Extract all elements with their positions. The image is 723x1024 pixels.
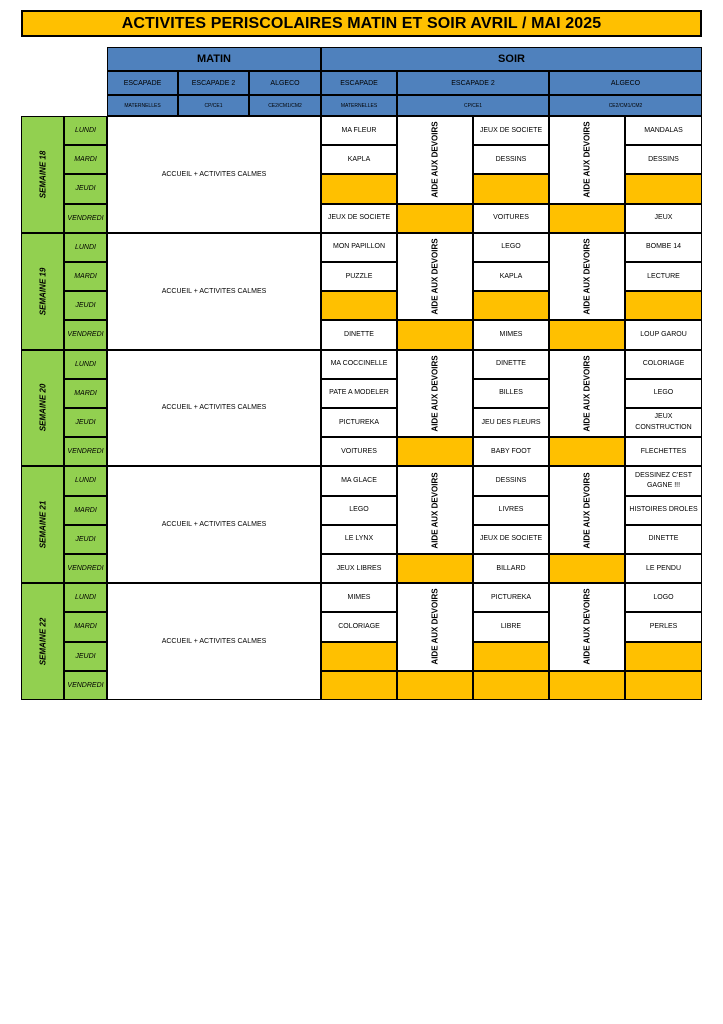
matin-level-header: CP/CE1 xyxy=(178,95,249,116)
matin-accueil-cell: ACCUEIL + ACTIVITES CALMES xyxy=(107,116,321,233)
algeco-activity-cell: DINETTE xyxy=(625,525,702,554)
day-label: LUNDI xyxy=(64,116,107,145)
escapade-activity-cell: MON PAPILLON xyxy=(321,233,397,262)
soir-level-header: CP/CE1 xyxy=(397,95,549,116)
escapade-activity-cell xyxy=(321,642,397,671)
day-label: MARDI xyxy=(64,379,107,408)
day-label: JEUDI xyxy=(64,642,107,671)
algeco-activity-cell: BOMBE 14 xyxy=(625,233,702,262)
aide-empty-cell xyxy=(549,320,625,349)
escapade-activity-cell: PUZZLE xyxy=(321,262,397,291)
algeco-activity-cell: MANDALAS xyxy=(625,116,702,145)
day-label: JEUDI xyxy=(64,291,107,320)
algeco-activity-cell: JEUX xyxy=(625,204,702,233)
matin-group-header: ESCAPADE 2 xyxy=(178,71,249,95)
algeco-activity-cell: LEGO xyxy=(625,379,702,408)
aide-aux-devoirs-cell xyxy=(549,466,625,554)
algeco-activity-cell: JEUX CONSTRUCTION xyxy=(625,408,702,437)
algeco-activity-cell: LECTURE xyxy=(625,262,702,291)
day-label: MARDI xyxy=(64,262,107,291)
escapade-activity-cell: MA FLEUR xyxy=(321,116,397,145)
week-label-label: SEMAINE 19 xyxy=(38,267,48,315)
escapade-activity-cell: JEUX LIBRES xyxy=(321,554,397,583)
aide-aux-devoirs-cell xyxy=(397,350,473,438)
escapade2-activity-cell: LIBRE xyxy=(473,612,549,641)
page-title: ACTIVITES PERISCOLAIRES MATIN ET SOIR AVRIL / MAI 2025 xyxy=(21,10,702,37)
algeco-activity-cell xyxy=(625,642,702,671)
algeco-activity-cell xyxy=(625,291,702,320)
aide-aux-devoirs-cell-label: AIDE AUX DEVOIRS xyxy=(582,588,592,666)
aide-empty-cell xyxy=(549,204,625,233)
aide-empty-cell xyxy=(397,554,473,583)
matin-accueil-cell: ACCUEIL + ACTIVITES CALMES xyxy=(107,583,321,700)
escapade-activity-cell: PATE A MODELER xyxy=(321,379,397,408)
escapade-activity-cell: DINETTE xyxy=(321,320,397,349)
aide-aux-devoirs-cell xyxy=(397,466,473,554)
week-label-label: SEMAINE 21 xyxy=(38,500,48,549)
day-label: LUNDI xyxy=(64,583,107,612)
matin-group-header: ALGECO xyxy=(249,71,321,95)
aide-aux-devoirs-cell xyxy=(549,233,625,321)
escapade2-activity-cell xyxy=(473,642,549,671)
escapade-activity-cell: MA GLACE xyxy=(321,466,397,495)
matin-accueil-cell: ACCUEIL + ACTIVITES CALMES xyxy=(107,350,321,467)
day-label: MARDI xyxy=(64,612,107,641)
matin-level-header: MATERNELLES xyxy=(107,95,178,116)
week-label xyxy=(21,233,64,350)
day-label: VENDREDI xyxy=(64,671,107,700)
day-label: VENDREDI xyxy=(64,554,107,583)
algeco-activity-cell: DESSINS xyxy=(625,145,702,174)
aide-empty-cell xyxy=(397,671,473,700)
aide-aux-devoirs-cell-label: AIDE AUX DEVOIRS xyxy=(582,121,592,198)
escapade2-activity-cell: LEGO xyxy=(473,233,549,262)
escapade-activity-cell: KAPLA xyxy=(321,145,397,174)
matin-level-header: CE2/CM1/CM2 xyxy=(249,95,321,116)
aide-aux-devoirs-cell xyxy=(549,583,625,671)
aide-empty-cell xyxy=(397,320,473,349)
aide-aux-devoirs-cell xyxy=(397,233,473,321)
algeco-activity-cell: DESSINEZ C'EST GAGNE !!! xyxy=(625,466,702,495)
aide-aux-devoirs-cell-label: AIDE AUX DEVOIRS xyxy=(430,472,440,549)
escapade-activity-cell: COLORIAGE xyxy=(321,612,397,641)
week-label xyxy=(21,466,64,583)
escapade2-activity-cell: VOITURES xyxy=(473,204,549,233)
soir-level-header: CE2/CM1/CM2 xyxy=(549,95,702,116)
soir-group-header: ESCAPADE xyxy=(321,71,397,95)
week-label-label: SEMAINE 18 xyxy=(38,150,48,199)
aide-aux-devoirs-cell-label: AIDE AUX DEVOIRS xyxy=(430,588,440,666)
header-matin: MATIN xyxy=(107,47,321,71)
escapade2-activity-cell: MIMES xyxy=(473,320,549,349)
day-label: MARDI xyxy=(64,496,107,525)
day-label: JEUDI xyxy=(64,525,107,554)
aide-aux-devoirs-cell-label: AIDE AUX DEVOIRS xyxy=(430,238,440,315)
aide-empty-cell xyxy=(549,554,625,583)
algeco-activity-cell: LOUP GAROU xyxy=(625,320,702,349)
escapade-activity-cell: PICTUREKA xyxy=(321,408,397,437)
soir-group-header: ESCAPADE 2 xyxy=(397,71,549,95)
day-label: VENDREDI xyxy=(64,204,107,233)
aide-empty-cell xyxy=(549,437,625,466)
escapade2-activity-cell: DESSINS xyxy=(473,466,549,495)
escapade-activity-cell xyxy=(321,671,397,700)
escapade2-activity-cell: LIVRES xyxy=(473,496,549,525)
aide-empty-cell xyxy=(549,671,625,700)
escapade2-activity-cell: BILLARD xyxy=(473,554,549,583)
escapade2-activity-cell: PICTUREKA xyxy=(473,583,549,612)
algeco-activity-cell: COLORIAGE xyxy=(625,350,702,379)
day-label: VENDREDI xyxy=(64,320,107,349)
matin-group-header: ESCAPADE xyxy=(107,71,178,95)
algeco-activity-cell: HISTOIRES DROLES xyxy=(625,496,702,525)
aide-aux-devoirs-cell xyxy=(549,116,625,204)
algeco-activity-cell: LOGO xyxy=(625,583,702,612)
escapade-activity-cell: MA COCCINELLE xyxy=(321,350,397,379)
algeco-activity-cell xyxy=(625,671,702,700)
escapade-activity-cell xyxy=(321,174,397,203)
aide-aux-devoirs-cell xyxy=(549,350,625,438)
aide-aux-devoirs-cell xyxy=(397,583,473,671)
day-label: LUNDI xyxy=(64,233,107,262)
day-label: LUNDI xyxy=(64,466,107,495)
aide-aux-devoirs-cell-label: AIDE AUX DEVOIRS xyxy=(582,472,592,549)
escapade2-activity-cell: KAPLA xyxy=(473,262,549,291)
soir-group-header: ALGECO xyxy=(549,71,702,95)
aide-empty-cell xyxy=(397,437,473,466)
aide-aux-devoirs-cell-label: AIDE AUX DEVOIRS xyxy=(582,238,592,315)
day-label: JEUDI xyxy=(64,174,107,203)
escapade-activity-cell: VOITURES xyxy=(321,437,397,466)
escapade2-activity-cell xyxy=(473,671,549,700)
day-label: MARDI xyxy=(64,145,107,174)
escapade2-activity-cell: BABY FOOT xyxy=(473,437,549,466)
algeco-activity-cell xyxy=(625,174,702,203)
escapade-activity-cell: JEUX DE SOCIETE xyxy=(321,204,397,233)
matin-accueil-cell: ACCUEIL + ACTIVITES CALMES xyxy=(107,233,321,350)
escapade-activity-cell: LE LYNX xyxy=(321,525,397,554)
aide-aux-devoirs-cell xyxy=(397,116,473,204)
day-label: JEUDI xyxy=(64,408,107,437)
escapade2-activity-cell: DINETTE xyxy=(473,350,549,379)
escapade-activity-cell xyxy=(321,291,397,320)
escapade2-activity-cell xyxy=(473,174,549,203)
header-soir: SOIR xyxy=(321,47,702,71)
escapade-activity-cell: LEGO xyxy=(321,496,397,525)
day-label: LUNDI xyxy=(64,350,107,379)
aide-aux-devoirs-cell-label: AIDE AUX DEVOIRS xyxy=(430,355,440,432)
day-label: VENDREDI xyxy=(64,437,107,466)
aide-aux-devoirs-cell-label: AIDE AUX DEVOIRS xyxy=(582,355,592,432)
escapade-activity-cell: MIMES xyxy=(321,583,397,612)
algeco-activity-cell: FLECHETTES xyxy=(625,437,702,466)
escapade2-activity-cell xyxy=(473,291,549,320)
escapade2-activity-cell: DESSINS xyxy=(473,145,549,174)
week-label-label: SEMAINE 20 xyxy=(38,384,48,432)
escapade2-activity-cell: JEUX DE SOCIETE xyxy=(473,525,549,554)
algeco-activity-cell: PERLES xyxy=(625,612,702,641)
algeco-activity-cell: LE PENDU xyxy=(625,554,702,583)
escapade2-activity-cell: JEUX DE SOCIETE xyxy=(473,116,549,145)
week-label xyxy=(21,116,64,233)
matin-accueil-cell: ACCUEIL + ACTIVITES CALMES xyxy=(107,466,321,583)
aide-empty-cell xyxy=(397,204,473,233)
week-label xyxy=(21,583,64,700)
escapade2-activity-cell: JEU DES FLEURS xyxy=(473,408,549,437)
escapade2-activity-cell: BILLES xyxy=(473,379,549,408)
aide-aux-devoirs-cell-label: AIDE AUX DEVOIRS xyxy=(430,121,440,198)
week-label-label: SEMAINE 22 xyxy=(38,617,48,666)
soir-level-header: MATERNELLES xyxy=(321,95,397,116)
week-label xyxy=(21,350,64,467)
